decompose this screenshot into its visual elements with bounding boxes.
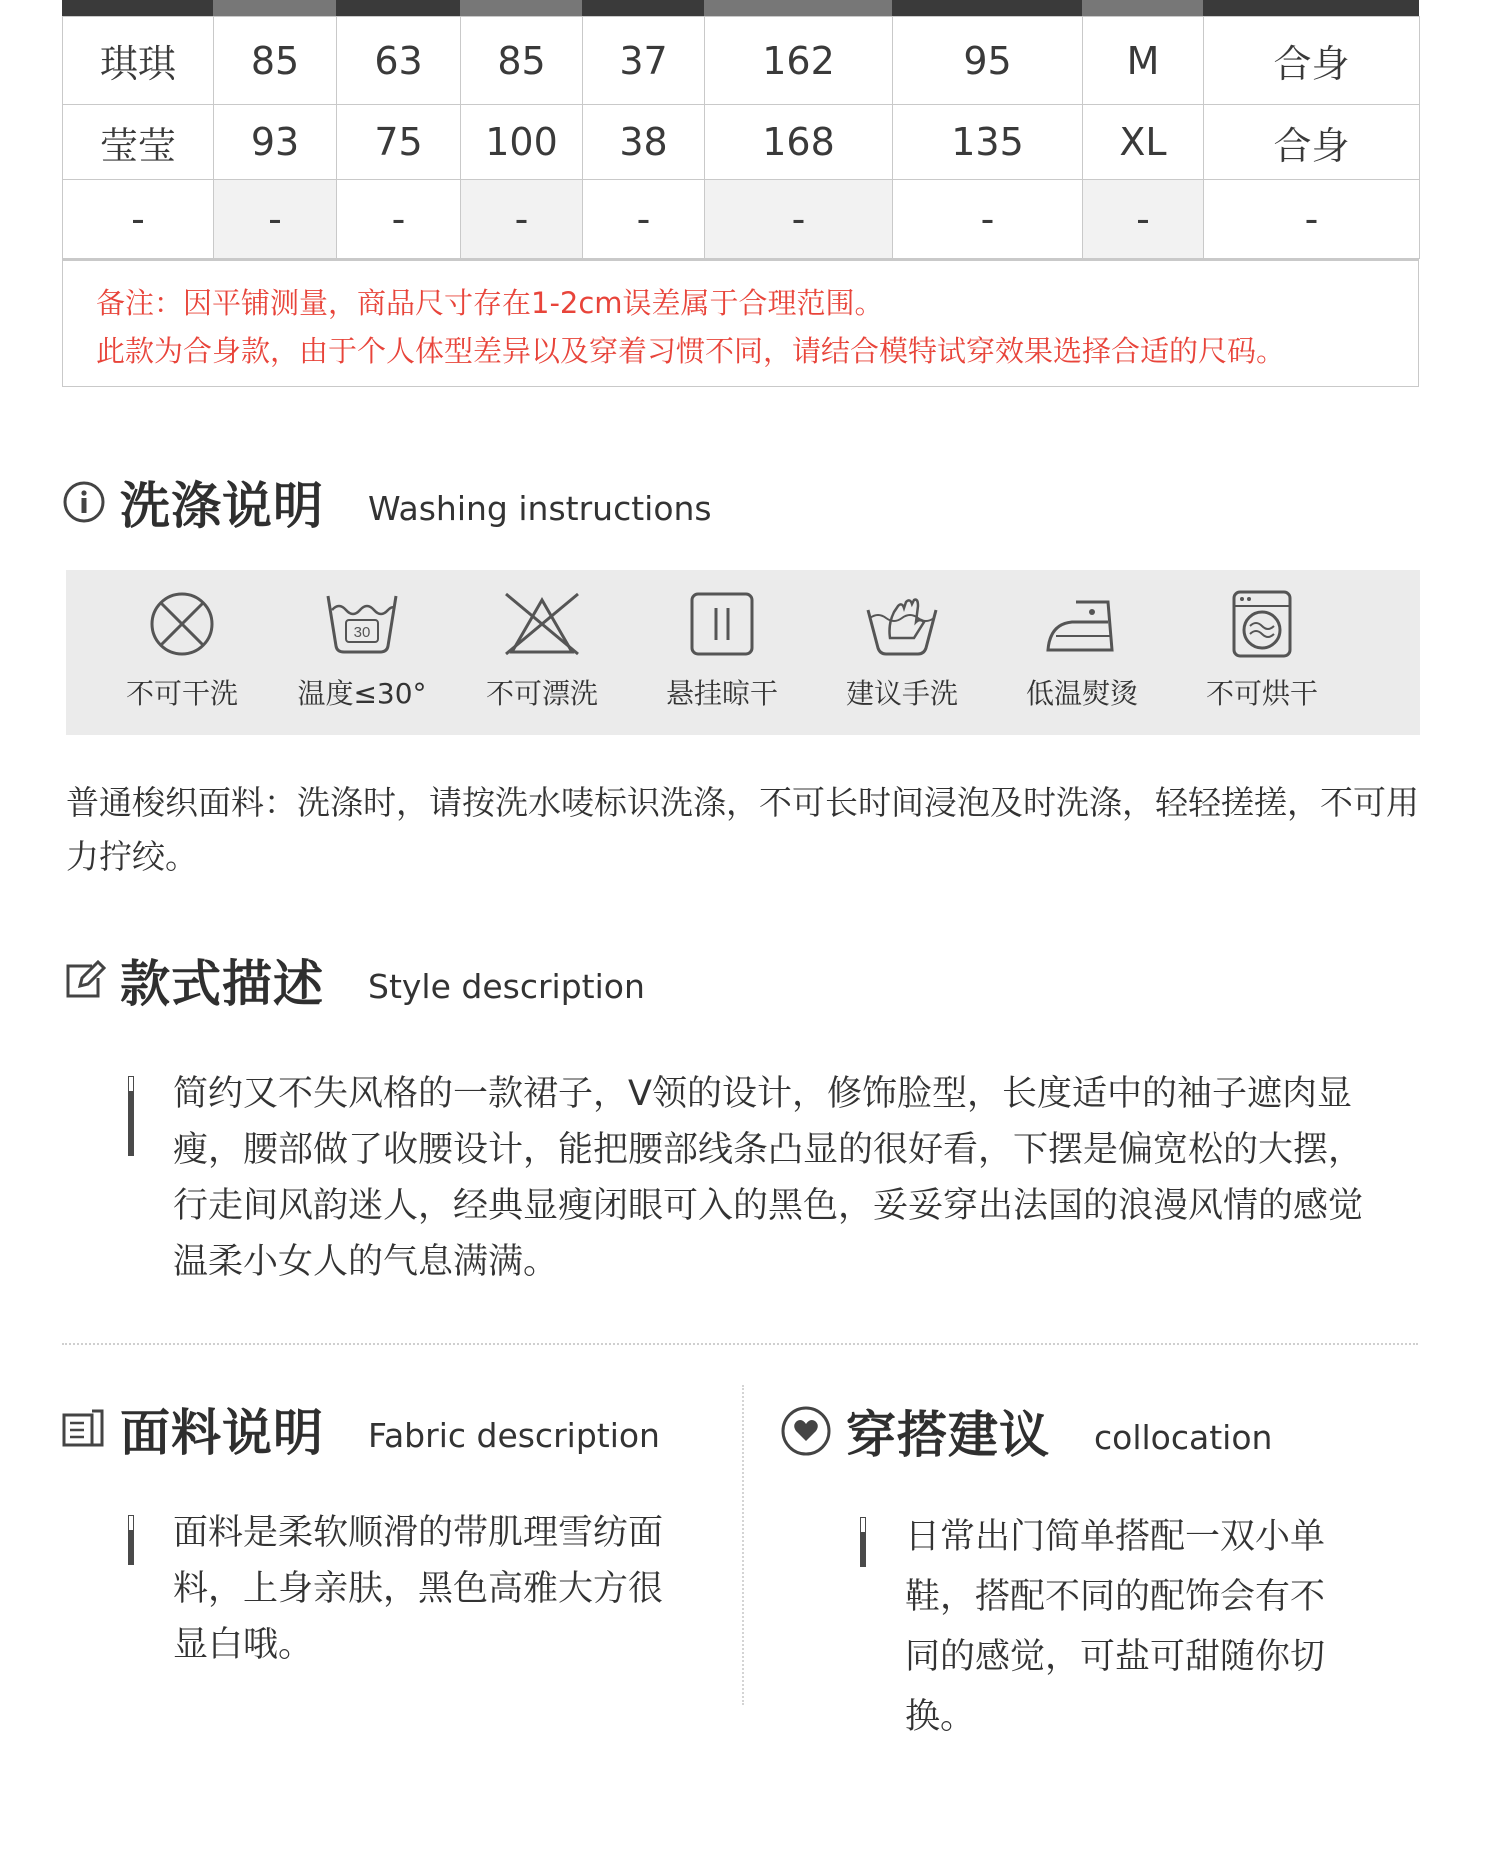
header-cell <box>213 0 336 16</box>
no-tumble-dry-icon <box>1222 588 1302 660</box>
table-cell: - <box>705 180 893 259</box>
table-cell: - <box>1204 180 1420 259</box>
wash-item <box>282 588 442 712</box>
quote-bar <box>860 1517 866 1567</box>
washing-heading <box>62 466 712 538</box>
quote-bar <box>128 1515 134 1565</box>
table-cell: - <box>337 180 461 259</box>
low-iron-icon <box>1042 588 1122 660</box>
table-cell: XL <box>1083 105 1204 180</box>
note-line-2: 此款为合身款，由于个人体型差异以及穿着习惯不同，请结合模特试穿效果选择合适的尺码。 <box>96 334 1286 368</box>
header-cell <box>704 0 892 16</box>
tub-temperature-value: 30 <box>353 624 371 641</box>
wash-label: 建议手洗 <box>845 677 958 710</box>
table-cell: - <box>893 180 1083 259</box>
collocation-text: 日常出门简单搭配一双小单鞋，搭配不同的配饰会有不同的感觉，可盐可甜随你切换。 <box>905 1517 1326 1737</box>
table-cell: 63 <box>337 17 461 105</box>
table-cell: 93 <box>214 105 337 180</box>
info-icon <box>62 480 106 524</box>
collocation-heading <box>780 1395 1272 1467</box>
table-cell: 85 <box>214 17 337 105</box>
wash-item <box>1182 588 1342 712</box>
wash-label: 温度≤30° <box>297 677 427 710</box>
fabric-heading <box>62 1393 660 1465</box>
fabric-quote <box>128 1509 688 1689</box>
wash-item <box>822 588 982 712</box>
no-dry-clean-icon <box>142 588 222 660</box>
table-cell: 合身 <box>1204 105 1420 180</box>
fabric-text: 面料是柔软顺滑的带肌理雪纺面料，上身亲肤，黑色高雅大方很显白哦。 <box>173 1513 664 1665</box>
table-cell: 168 <box>705 105 893 180</box>
style-title-en: Style description <box>368 966 645 1006</box>
table-cell: - <box>1083 180 1204 259</box>
fabric-tag-icon <box>62 1407 106 1451</box>
wash-label: 不可烘干 <box>1205 677 1318 710</box>
washing-text: 普通梭织面料：洗涤时，请按洗水唛标识洗涤，不可长时间浸泡及时洗涤，轻轻搓搓，不可用力拧绞。 <box>66 783 1419 876</box>
size-table-section <box>62 0 1419 387</box>
washing-icons-band <box>66 570 1420 735</box>
size-table <box>62 16 1420 259</box>
wash-item <box>102 588 262 712</box>
table-cell: 100 <box>461 105 583 180</box>
size-table-header-strip <box>62 0 1419 16</box>
table-cell: 75 <box>337 105 461 180</box>
table-cell: 135 <box>893 105 1083 180</box>
header-cell <box>62 0 213 16</box>
wash-label: 不可漂洗 <box>485 677 598 710</box>
wash-label: 悬挂晾干 <box>665 677 778 710</box>
collocation-title-en: collocation <box>1094 1417 1273 1457</box>
style-quote <box>128 1070 1388 1300</box>
header-cell <box>892 0 1082 16</box>
table-cell: 合身 <box>1204 17 1420 105</box>
table-cell: M <box>1083 17 1204 105</box>
header-cell <box>460 0 582 16</box>
wash-30-icon <box>322 588 402 660</box>
size-note <box>62 259 1419 387</box>
table-cell: 95 <box>893 17 1083 105</box>
table-cell: - <box>461 180 583 259</box>
table-cell: 38 <box>583 105 705 180</box>
washing-title: 洗涤说明 <box>120 477 324 535</box>
table-row <box>63 105 1420 180</box>
style-text: 简约又不失风格的一款裙子，V领的设计，修饰脸型，长度适中的袖子遮肉显瘦，腰部做了收腰设计，能把腰部线条凸显的很好看，下摆是偏宽松的大摆，行走间风韵迷人，经典显瘦闭眼可入的黑色，妥妥穿出法国的浪漫风情的感觉温柔小女人的气息满满。 <box>173 1074 1364 1282</box>
wash-label: 不可干洗 <box>125 677 238 710</box>
wash-item <box>642 588 802 712</box>
fabric-title-en: Fabric description <box>368 1415 660 1455</box>
collocation-title: 穿搭建议 <box>846 1406 1050 1464</box>
hand-wash-icon <box>862 588 942 660</box>
fabric-title: 面料说明 <box>120 1404 324 1462</box>
table-cell: - <box>583 180 705 259</box>
table-cell: - <box>214 180 337 259</box>
style-heading <box>62 944 645 1016</box>
table-cell: 莹莹 <box>63 105 214 180</box>
quote-bar <box>128 1076 134 1156</box>
table-row <box>63 180 1420 259</box>
header-cell <box>1203 0 1419 16</box>
hang-dry-icon <box>682 588 762 660</box>
heart-icon <box>780 1405 832 1457</box>
collocation-quote <box>860 1511 1420 1751</box>
column-divider <box>742 1385 744 1705</box>
header-cell <box>336 0 460 16</box>
table-cell: 琪琪 <box>63 17 214 105</box>
table-row <box>63 17 1420 105</box>
wash-item <box>462 588 622 712</box>
header-cell <box>1082 0 1203 16</box>
note-line-1: 备注：因平铺测量，商品尺寸存在1-2cm误差属于合理范围。 <box>96 286 884 320</box>
edit-icon <box>62 958 106 1002</box>
table-cell: - <box>63 180 214 259</box>
washing-title-en: Washing instructions <box>368 488 712 528</box>
style-title: 款式描述 <box>120 955 324 1013</box>
table-cell: 85 <box>461 17 583 105</box>
header-cell <box>582 0 704 16</box>
section-divider <box>62 1343 1418 1345</box>
no-bleach-icon <box>502 588 582 660</box>
wash-item <box>1002 588 1162 712</box>
table-cell: 162 <box>705 17 893 105</box>
wash-label: 低温熨烫 <box>1025 677 1138 710</box>
table-cell: 37 <box>583 17 705 105</box>
